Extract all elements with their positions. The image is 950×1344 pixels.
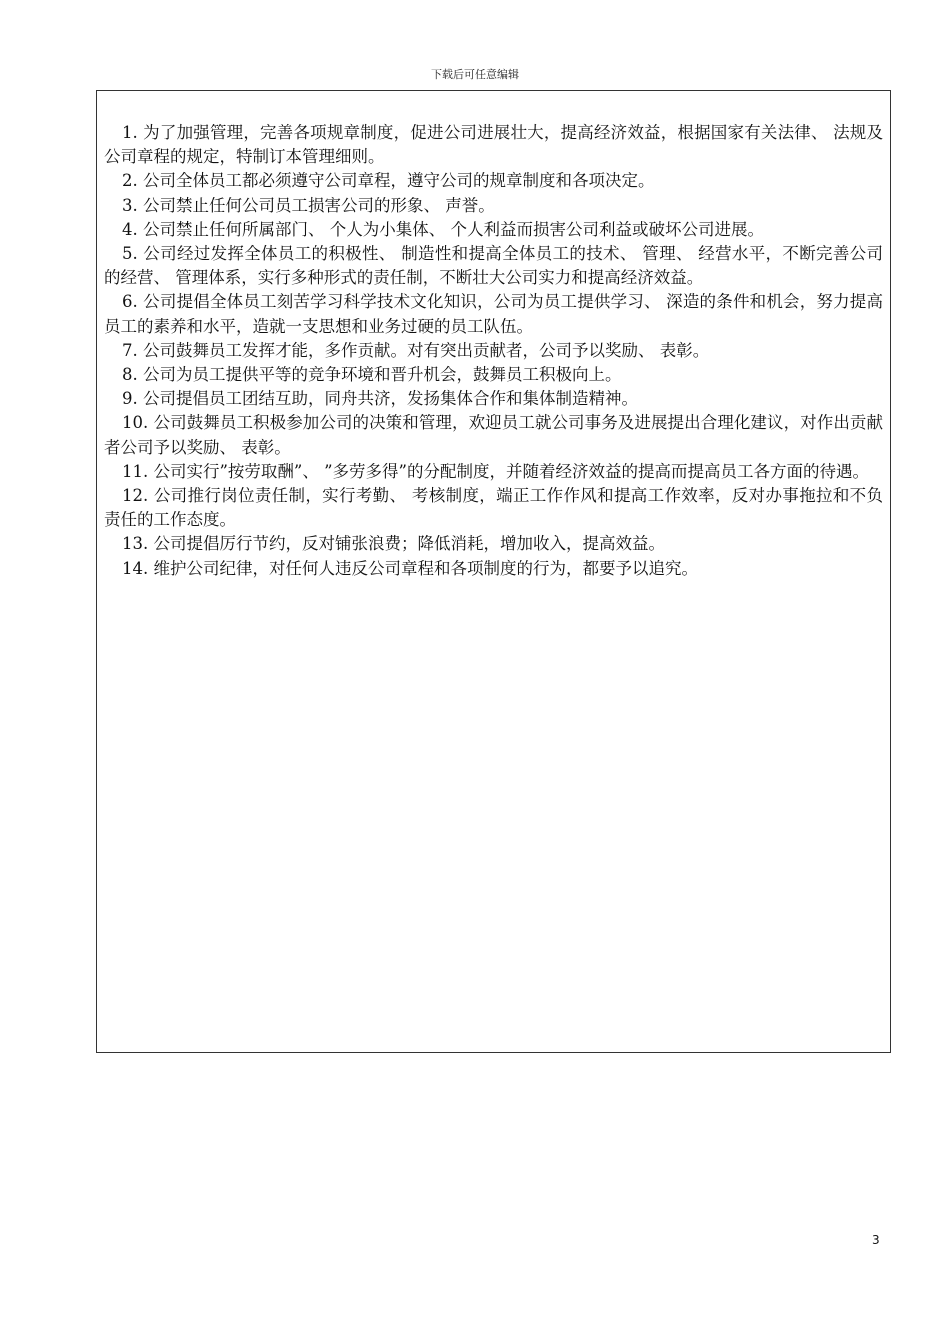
rules-content-box	[96, 90, 891, 1053]
rule-item: 6. 公司提倡全体员工刻苦学习科学技术文化知识，公司为员工提供学习、 深造的条件和机会，努力提高员工的素养和水平，造就一支思想和业务过硬的员工队伍。	[104, 292, 883, 336]
rule-item: 3. 公司禁止任何公司员工损害公司的形象、 声誉。	[122, 195, 495, 215]
rule-item: 8. 公司为员工提供平等的竞争环境和晋升机会，鼓舞员工积极向上。	[122, 365, 622, 385]
rule-item: 11. 公司实行”按劳取酬”、 ”多劳多得”的分配制度，并随着经济效益的提高而提高员工各方面的待遇。	[122, 461, 869, 481]
rule-item: 12. 公司推行岗位责任制，实行考勤、 考核制度，端正工作作风和提高工作效率，反对办事拖拉和不负责任的工作态度。	[104, 486, 883, 530]
rule-item: 4. 公司禁止任何所属部门、 个人为小集体、 个人利益而损害公司利益或破坏公司进展。	[122, 219, 764, 239]
rules-list	[104, 121, 883, 581]
rule-item: 2. 公司全体员工都必须遵守公司章程，遵守公司的规章制度和各项决定。	[122, 171, 655, 191]
page-number: 3	[872, 1233, 880, 1247]
rule-item: 9. 公司提倡员工团结互助，同舟共济，发扬集体合作和集体制造精神。	[122, 389, 638, 409]
header-note: 下载后可任意编辑	[431, 68, 519, 81]
rule-item: 5. 公司经过发挥全体员工的积极性、 制造性和提高全体员工的技术、 管理、 经营水平，不断完善公司的经营、 管理体系，实行多种形式的责任制，不断壮大公司实力和提高经济效益。	[104, 244, 883, 288]
rule-item: 14. 维护公司纪律，对任何人违反公司章程和各项制度的行为，都要予以追究。	[122, 558, 698, 578]
rule-item: 1. 为了加强管理，完善各项规章制度，促进公司进展壮大，提高经济效益，根据国家有关法律、 法规及公司章程的规定，特制订本管理细则。	[104, 123, 883, 167]
rule-item: 7. 公司鼓舞员工发挥才能，多作贡献。对有突出贡献者，公司予以奖励、 表彰。	[122, 340, 710, 360]
rule-item: 13. 公司提倡厉行节约，反对铺张浪费；降低消耗，增加收入，提高效益。	[122, 534, 665, 554]
rule-item: 10. 公司鼓舞员工积极参加公司的决策和管理，欢迎员工就公司事务及进展提出合理化建议，对作出贡献者公司予以奖励、 表彰。	[104, 413, 883, 457]
